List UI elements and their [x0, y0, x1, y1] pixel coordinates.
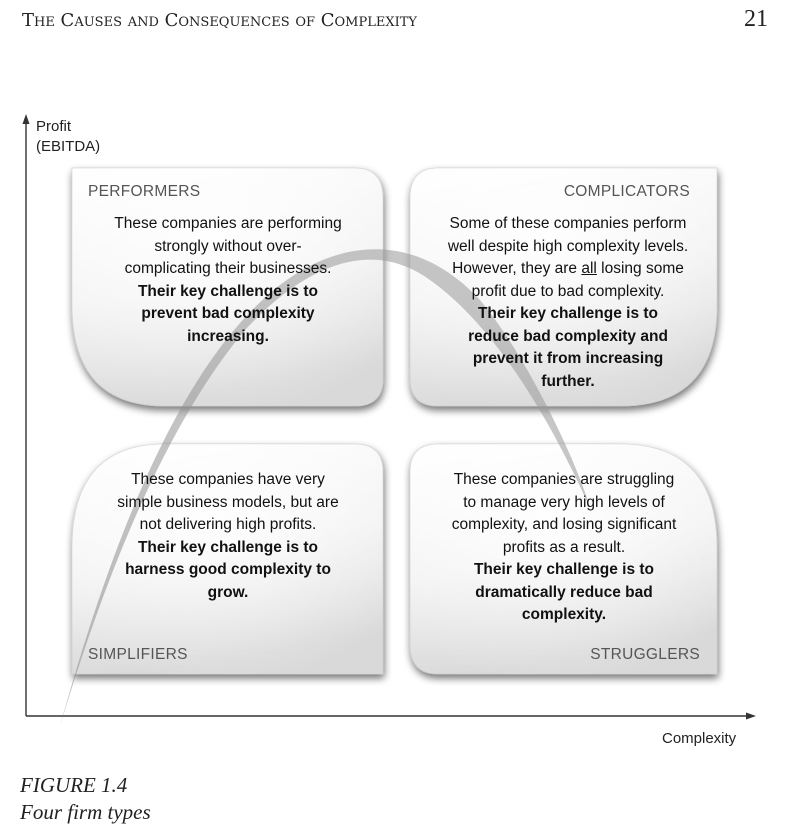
- simplifiers-challenge: Their key challenge is to harness good complexity to grow.: [125, 538, 331, 601]
- performers-label: PERFORMERS: [88, 183, 201, 200]
- complicators-description: [440, 213, 696, 303]
- strugglers-text: [448, 469, 680, 627]
- complicators-description-end: losing some profit due to bad complexity.: [471, 260, 684, 300]
- figure-caption: Four firm types: [20, 800, 151, 824]
- y-axis-label: [36, 117, 100, 157]
- strugglers-description: These companies are struggling to manage very high levels of complexity, and losing significant profits as a result.: [451, 471, 677, 556]
- y-axis-arrowhead: [23, 114, 30, 124]
- complicators-description-emphasis: all: [581, 260, 597, 277]
- performers-challenge: Their key challenge is to prevent bad complexity increasing.: [137, 282, 319, 345]
- x-axis-label: Complexity: [662, 730, 737, 747]
- performers-description: These companies are performing strongly without over-complicating their businesses.: [114, 215, 342, 277]
- strugglers-challenge: Their key challenge is to dramatically reduce bad complexity.: [473, 561, 655, 623]
- y-axis-label-line2: (EBITDA): [36, 138, 101, 155]
- strugglers-label: STRUGGLERS: [590, 646, 700, 663]
- performers-text: [112, 213, 344, 348]
- y-axis-label-line1: Profit: [36, 118, 72, 135]
- running-header-title: The Causes and Consequences of Complexity: [22, 10, 417, 31]
- figure-number: FIGURE 1.4: [20, 773, 128, 797]
- page-number: 21: [744, 6, 768, 32]
- simplifiers-description: These companies have very simple business models, but are not delivering high profits.: [117, 471, 339, 533]
- complicators-label: COMPLICATORS: [563, 183, 690, 200]
- simplifiers-text: [112, 469, 344, 604]
- x-axis-arrowhead: [746, 713, 756, 720]
- complicators-text: [440, 213, 696, 393]
- complicators-challenge: Their key challenge is to reduce bad complexity and prevent it from increasing further.: [468, 305, 668, 390]
- simplifiers-label: SIMPLIFIERS: [88, 646, 188, 663]
- complicators-description-start: Some of these companies perform well despite high complexity levels. However, they are: [447, 215, 689, 277]
